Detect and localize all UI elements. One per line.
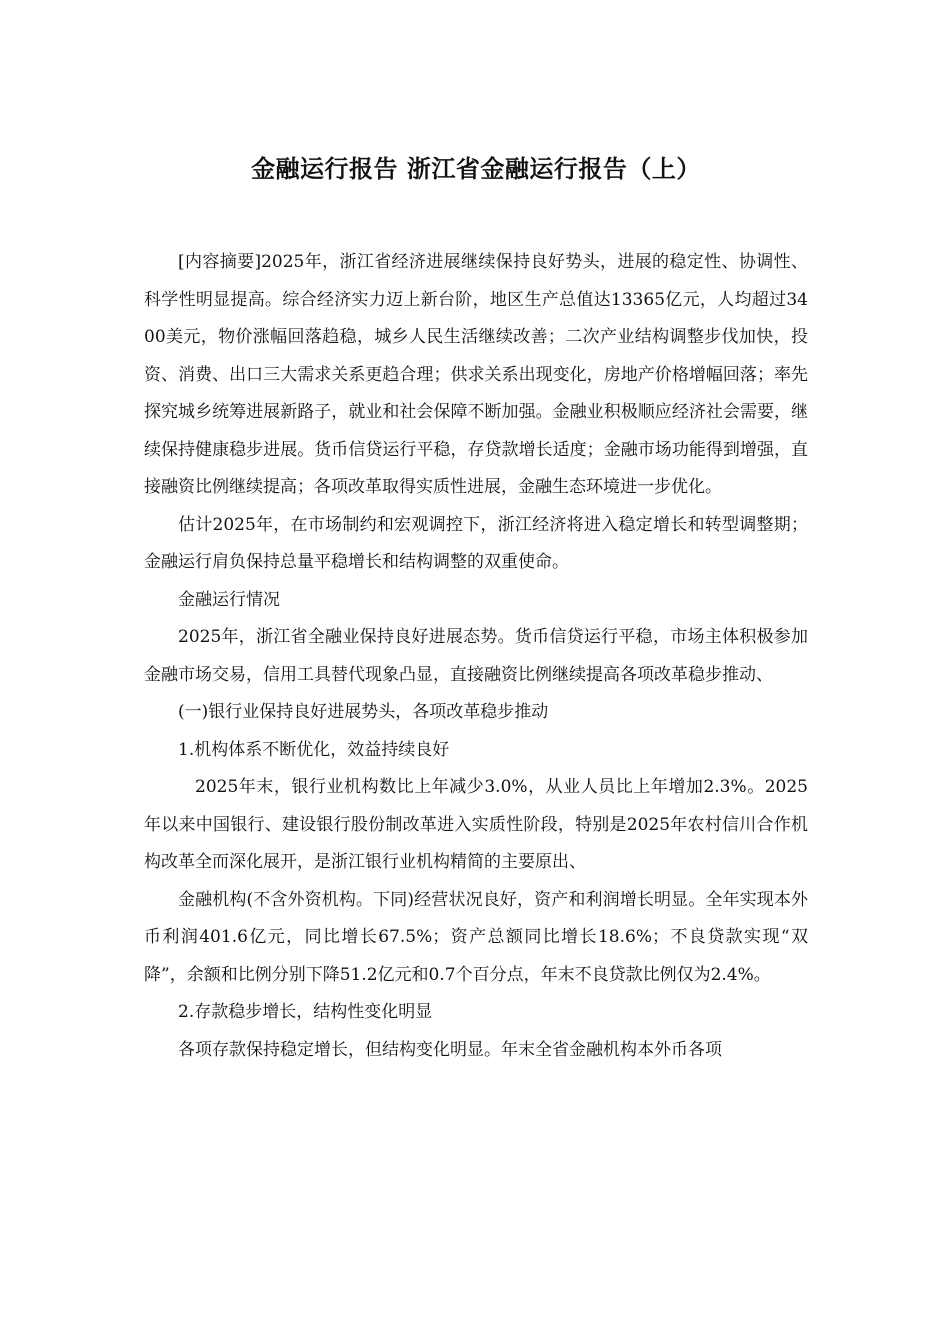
body-paragraph: 2025年末，银行业机构数比上年减少3.0%，从业人员比上年增加2.3%。2025年以来中国银行、建设银行股份制改革进入实质性阶段，特别是2025年农村信川合作机构改革全而深化展开，是浙江银行业机构精简的主要原出、 bbox=[144, 777, 808, 872]
numbered-heading: 2.存款稳步增长，结构性变化明显 bbox=[178, 1002, 433, 1022]
document-title: 金融运行报告 浙江省金融运行报告（上） bbox=[251, 155, 701, 183]
body-paragraph: 各项存款保持稳定增长，但结构变化明显。年末全省金融机构本外币各项 bbox=[178, 1039, 722, 1060]
document-body bbox=[144, 244, 808, 1069]
forecast-paragraph: 估计2025年，在市场制约和宏观调控下，浙江经济将进入稳定增长和转型调整期；金融运行肩负保持总量平稳增长和结构调整的双重使命。 bbox=[144, 514, 808, 572]
numbered-heading: 1.机构体系不断优化，效益持续良好 bbox=[178, 739, 450, 760]
body-paragraph: 金融机构(不含外资机构。下同)经营状况良好，资产和利润增长明显。全年实现本外币利润401.6亿元，同比增长67.5%；资产总额同比增长18.6%；不良贷款实现“双降”，余额和比例分别下降51.2亿元和0.7个百分点，年末不良贷款比例仅为2.4%。 bbox=[144, 889, 808, 985]
subsection-heading: (一)银行业保持良好进展势头，各项改革稳步推动 bbox=[178, 702, 549, 722]
overview-paragraph: 2025年，浙江省全融业保持良好进展态势。货币信贷运行平稳，市场主体积极参加金融市场交易，信用工具替代现象凸显，直接融资比例继续提高各项改革稳步推动、 bbox=[144, 627, 808, 685]
section-heading: 金融运行情况 bbox=[178, 589, 280, 610]
abstract-paragraph: [内容摘要]2025年，浙江省经济进展继续保持良好势头，进展的稳定性、协调性、科学性明显提高。综合经济实力迈上新台阶，地区生产总值达13365亿元，人均超过3400美元，物价涨幅回落趋稳，城乡人民生活继续改善；二次产业结构调整步伐加快，投资、消费、出口三大需求关系更趋合理；供求关系出现变化，房地产价格增幅回落；率先探究城乡统筹进展新路子，就业和社会保障不断加强。金融业积极顺应经济社会需要，继续保持健康稳步进展。货币信贷运行平稳，存贷款增长适度；金融市场功能得到增强，直接融资比例继续提高；各项改革取得实质性进展，金融生态环境进一步优化。 bbox=[144, 252, 808, 497]
